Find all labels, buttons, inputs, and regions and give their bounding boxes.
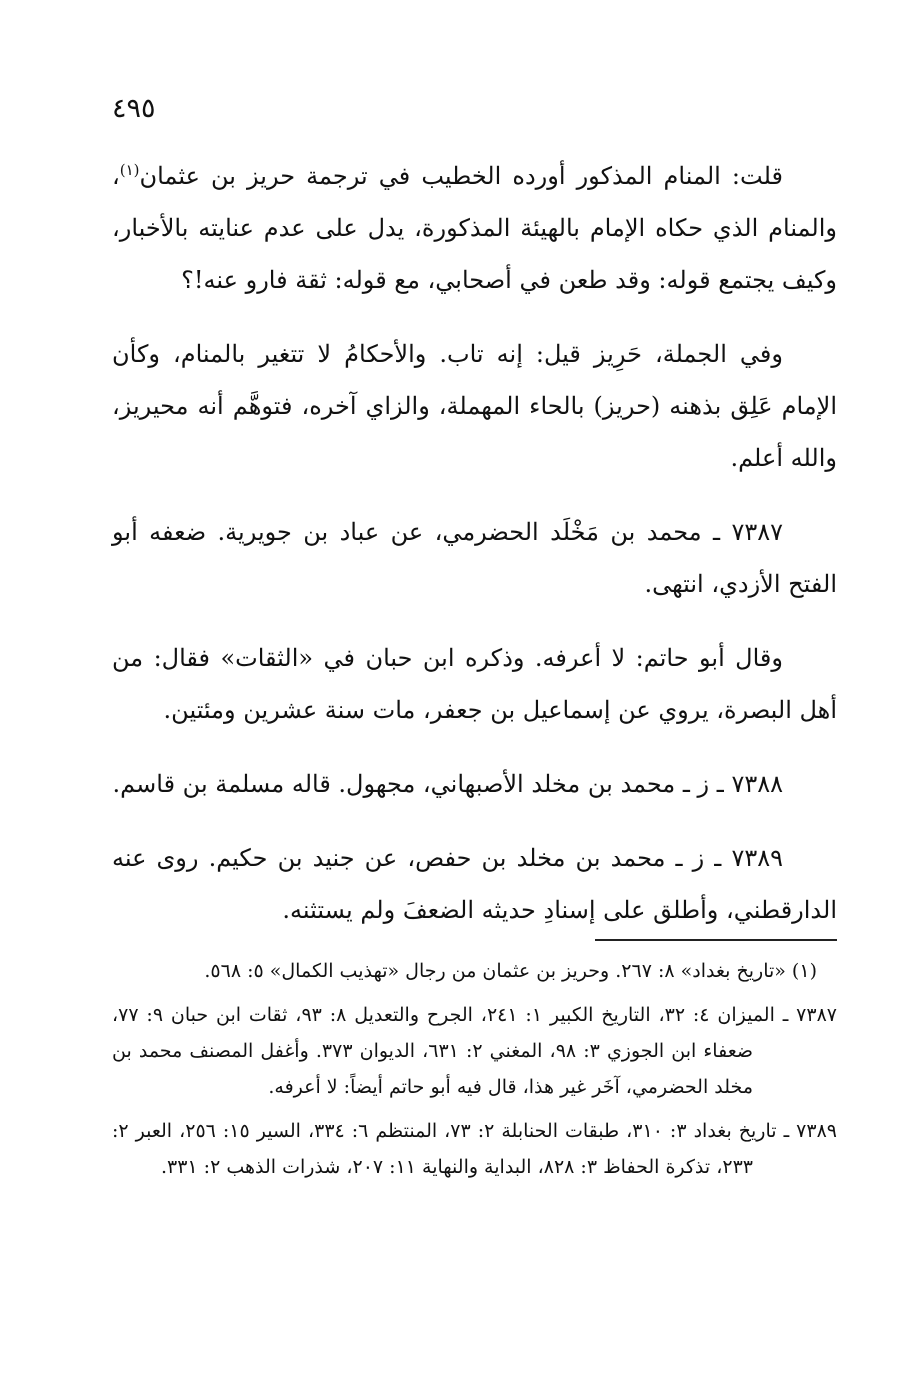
paragraph-comment <box>112 150 837 306</box>
entry-7387-continued: وقال أبو حاتم: لا أعرفه. وذكره ابن حبان في «الثقات» فقال: من أهل البصرة، يروي عن إسماعيل بن جعفر، مات سنة عشرين ومئتين. <box>112 644 837 724</box>
entry-7387: ٧٣٨٧ ـ محمد بن مَخْلَد الحضرمي، عن عباد بن جويرية. ضعفه أبو الفتح الأزدي، انتهى. <box>112 518 837 598</box>
paragraph-text: قلت: المنام المذكور أورده الخطيب في ترجمة حريز بن عثمان <box>139 162 783 190</box>
footnote-reference[interactable]: (١) <box>119 161 140 179</box>
entry-7388: ٧٣٨٨ ـ ز ـ محمد بن مخلد الأصبهاني، مجهول. قاله مسلمة بن قاسم. <box>112 770 783 798</box>
footnotes <box>112 953 837 1185</box>
footnote-7389: ٧٣٨٩ ـ تاريخ بغداد ٣: ٣١٠، طبقات الحنابلة ٢: ٧٣، المنتظم ٦: ٣٣٤، السير ١٥: ٢٥٦، العبر ٢: ٢٣٣، تذكرة الحفاظ ٣: ٨٢٨، البداية والنهاية ١١: ٢٠٧، شذرات الذهب ٢: ٣٣١. <box>112 1120 837 1178</box>
entry-7389: ٧٣٨٩ ـ ز ـ محمد بن مخلد بن حفص، عن جنيد بن حكيم. روى عنه الدارقطني، وأطلق على إسنادِ حديثه الضعفَ ولم يستثنه. <box>112 844 837 924</box>
footnote-1: (١) «تاريخ بغداد» ٨: ٢٦٧. وحريز بن عثمان من رجال «تهذيب الكمال» ٥: ٥٦٨. <box>204 960 817 982</box>
footnote-7387: ٧٣٨٧ ـ الميزان ٤: ٣٢، التاريخ الكبير ١: ٢٤١، الجرح والتعديل ٨: ٩٣، ثقات ابن حبان ٩: ٧٧، ضعفاء ابن الجوزي ٣: ٩٨، المغني ٢: ٦٣١، الديوان ٣٧٣. وأغفل المصنف محمد بن مخلد الحضرمي، آخَر غير هذا، قال فيه أبو حاتم أيضاً: لا أعرفه. <box>112 1004 837 1098</box>
main-text <box>112 150 837 936</box>
footnote-separator <box>595 939 837 941</box>
paragraph-summary: وفي الجملة، حَرِيز قيل: إنه تاب. والأحكامُ لا تتغير بالمنام، وكأن الإمام عَلِق بذهنه (حريز) بالحاء المهملة، والزاي آخره، فتوهَّم أنه محيريز، والله أعلم. <box>112 340 837 472</box>
paragraph-text-continued: ، والمنام الذي حكاه الإمام بالهيئة المذكورة، يدل على عدم عنايته بالأخبار، وكيف يجتمع قوله: وقد طعن في أصحابي، مع قوله: ثقة فارو عنه!؟ <box>112 162 838 294</box>
page-number: ٤٩٥ <box>112 93 156 124</box>
